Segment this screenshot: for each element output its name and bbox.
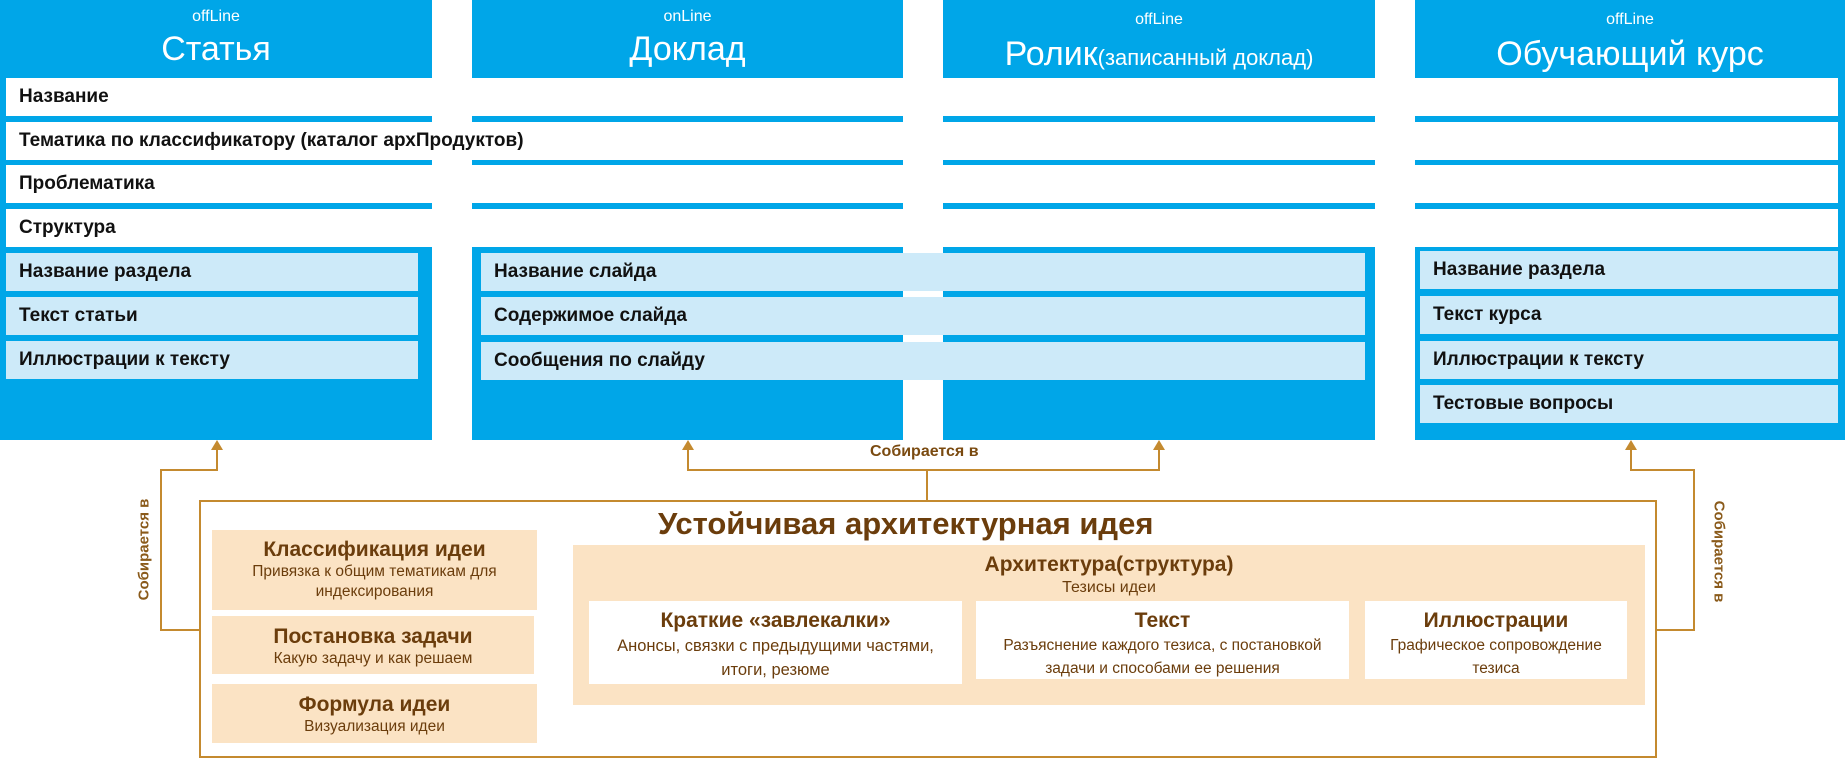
card-teasers-line1: Анонсы, связки с предыдущими частями,	[617, 637, 934, 655]
column-report-title: Доклад	[629, 30, 746, 68]
arrowhead-course	[1625, 440, 1637, 450]
card-classification-line1: Привязка к общим тематикам для	[252, 563, 497, 580]
course-row-text: Текст курса	[1420, 296, 1838, 334]
band-problem: Проблематика	[6, 165, 1838, 203]
card-teasers	[589, 601, 962, 684]
column-article-mode: offLine	[192, 8, 240, 25]
arrowhead-article	[211, 440, 223, 450]
course-row-section: Название раздела	[1420, 251, 1838, 289]
idea-title: Устойчивая архитектурная идея	[658, 506, 1154, 541]
article-row-illustrations: Иллюстрации к тексту	[6, 341, 418, 379]
arrowhead-video	[1153, 440, 1165, 450]
column-video-title-suffix: (записанный доклад)	[1097, 45, 1314, 70]
column-article-title: Статья	[161, 30, 271, 68]
card-formula	[212, 684, 537, 743]
article-row-text: Текст статьи	[6, 297, 418, 335]
card-text-line1: Разъяснение каждого тезиса, с постановкой	[1003, 637, 1322, 654]
article-row-section: Название раздела	[6, 253, 418, 291]
arrowhead-report	[682, 440, 694, 450]
band-name: Название	[6, 78, 1838, 116]
card-illustrations-line1: Графическое сопровождение	[1390, 637, 1602, 654]
card-task-subtitle: Какую задачу и как решаем	[273, 650, 473, 667]
card-illustrations-title: Иллюстрации	[1423, 609, 1569, 632]
course-row-tests: Тестовые вопросы	[1420, 385, 1838, 423]
report-row-slide-title: Название слайда	[481, 253, 1365, 291]
card-teasers-line2: итоги, резюме	[721, 661, 830, 679]
report-row-slide-messages: Сообщения по слайду	[481, 342, 1365, 380]
card-classification-line2: индексирования	[315, 583, 434, 600]
architecture-subtitle: Тезисы идеи	[1062, 579, 1156, 596]
card-text	[976, 601, 1349, 679]
column-course-mode: offLine	[1606, 11, 1654, 28]
card-classification	[212, 530, 537, 610]
column-video-mode: offLine	[1135, 11, 1183, 28]
architecture-title: Архитектура(структура)	[984, 553, 1234, 576]
column-course-title: Обучающий курс	[1496, 35, 1764, 73]
connector-left-label: Собирается в	[135, 498, 153, 601]
card-teasers-title: Краткие «завлекалки»	[660, 609, 891, 632]
column-report-mode: onLine	[663, 8, 712, 25]
card-task-title: Постановка задачи	[273, 625, 473, 648]
card-illustrations	[1365, 601, 1627, 679]
band-topic: Тематика по классификатору (каталог архПродуктов)	[6, 122, 1838, 160]
card-classification-title: Классификация идеи	[263, 538, 486, 561]
card-task	[212, 616, 534, 674]
card-text-title: Текст	[1134, 609, 1191, 632]
course-row-illustrations: Иллюстрации к тексту	[1420, 341, 1838, 379]
card-formula-title: Формула идеи	[298, 693, 451, 716]
report-row-slide-content: Содержимое слайда	[481, 297, 1365, 335]
band-structure: Структура	[6, 209, 1838, 247]
connector-right-label: Собирается в	[1710, 500, 1728, 603]
connector-center-label: Собирается в	[870, 443, 979, 460]
card-formula-subtitle: Визуализация идеи	[304, 718, 445, 735]
card-text-line2: задачи и способами ее решения	[1045, 660, 1280, 677]
card-illustrations-line2: тезиса	[1472, 660, 1520, 677]
column-video-title-main: Ролик	[1004, 35, 1098, 73]
